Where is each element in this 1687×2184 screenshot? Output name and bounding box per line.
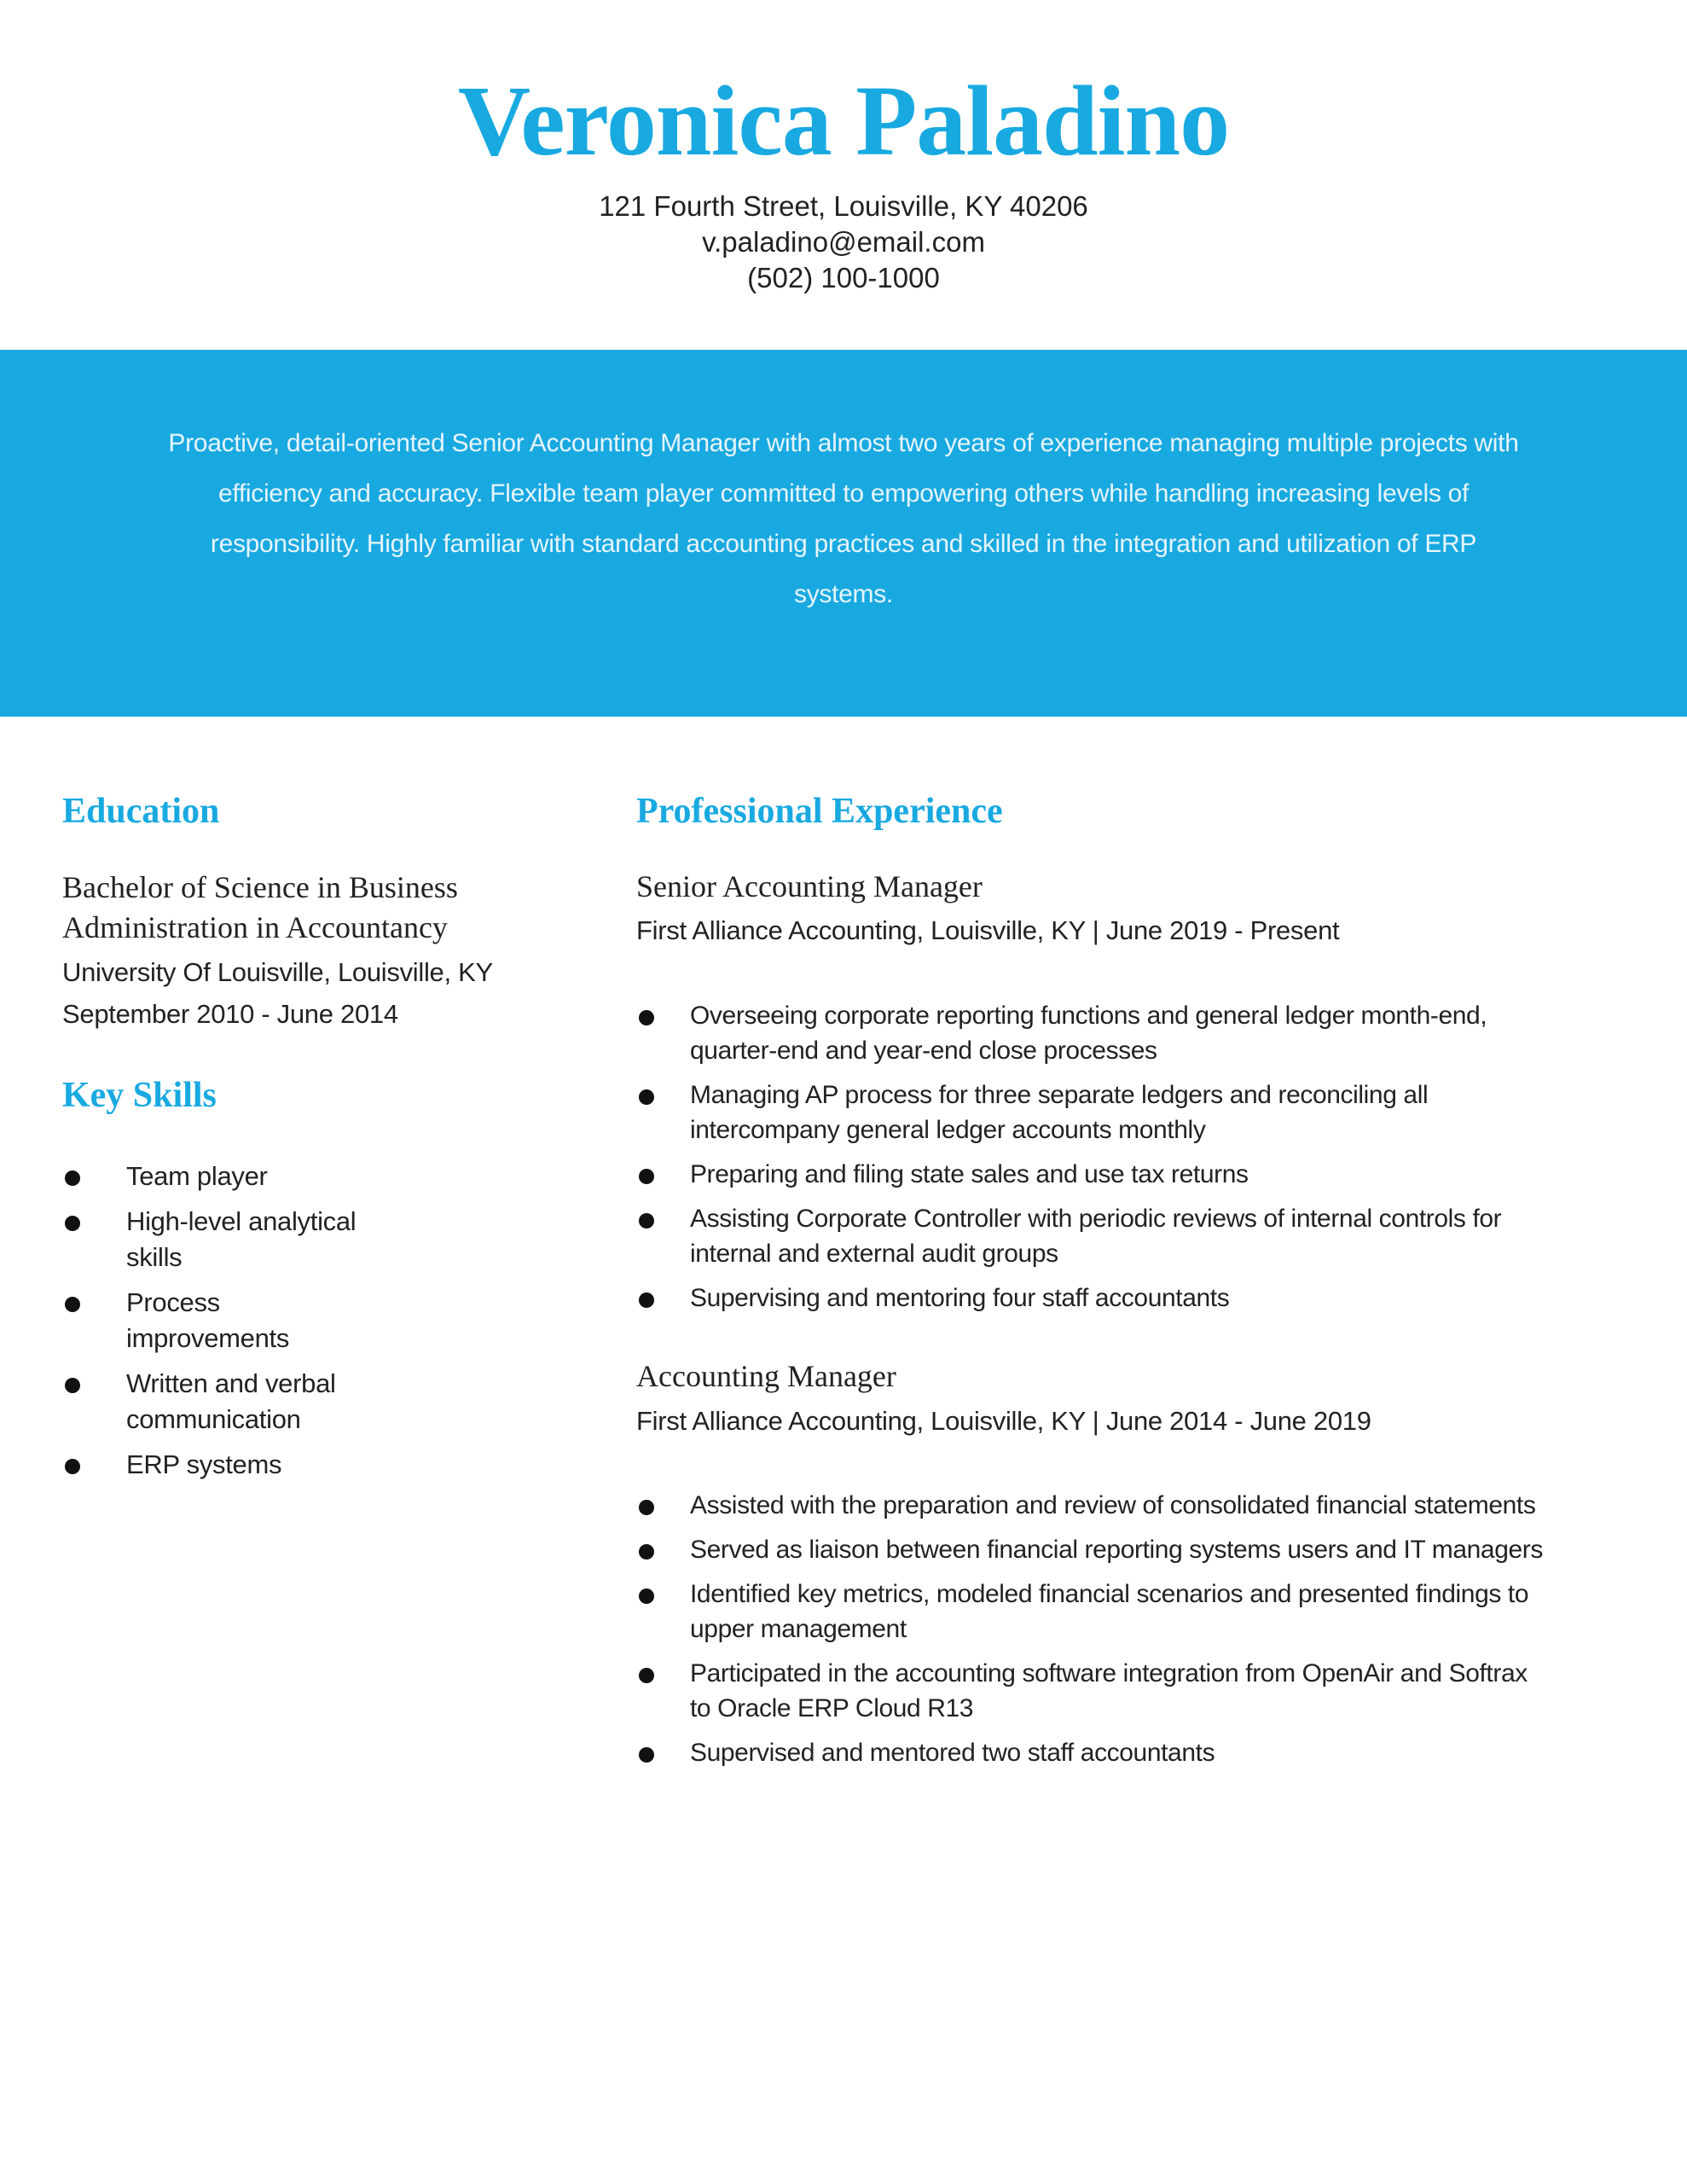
bullet-icon: [639, 1292, 654, 1308]
job-bullets: [639, 998, 1543, 1325]
bullet-text: Participated in the accounting software integration from OpenAir and Softrax to Oracle ERP Cloud R13: [690, 1659, 1528, 1722]
job-title: Senior Accounting Manager: [636, 869, 983, 903]
job-bullet: [639, 1201, 1543, 1271]
bullet-icon: [639, 1213, 654, 1228]
skills-list: [65, 1159, 382, 1492]
bullet-icon: [639, 1747, 654, 1763]
candidate-name: Veronica Paladino: [457, 65, 1230, 177]
job-title: Accounting Manager: [636, 1359, 896, 1393]
experience-heading: Professional Experience: [636, 792, 1003, 831]
address: 121 Fourth Street, Louisville, KY 40206: [599, 190, 1088, 222]
bullet-text: Identified key metrics, modeled financial scenarios and presented findings to upper management: [690, 1580, 1529, 1643]
bullet-icon: [639, 1089, 654, 1105]
bullet-icon: [65, 1459, 80, 1474]
job-meta: First Alliance Accounting, Louisville, KY | June 2019 - Present: [636, 915, 1340, 945]
job-bullet: [639, 1735, 1543, 1770]
skill-text: High-level analytical skills: [126, 1206, 357, 1272]
phone: (502) 100-1000: [747, 262, 940, 293]
job-bullet: [639, 1532, 1543, 1567]
bullet-icon: [639, 1589, 654, 1604]
bullet-icon: [65, 1216, 80, 1231]
education-dates: September 2010 - June 2014: [62, 999, 398, 1029]
job-bullet: [639, 1281, 1543, 1316]
job-bullet: [639, 1077, 1543, 1147]
bullet-icon: [65, 1170, 80, 1186]
bullet-text: Assisting Corporate Controller with periodic reviews of internal controls for internal and external audit groups: [690, 1205, 1502, 1268]
bullet-icon: [639, 1500, 654, 1515]
skill-item: [65, 1159, 382, 1194]
bullet-icon: [65, 1297, 80, 1312]
email: v.paladino@email.com: [702, 226, 985, 258]
job-bullet: [639, 1577, 1543, 1647]
bullet-text: Supervising and mentoring four staff accountants: [690, 1284, 1230, 1312]
job-bullet: [639, 1656, 1543, 1726]
bullet-icon: [639, 1668, 654, 1683]
skill-item: [65, 1285, 382, 1356]
skill-item: [65, 1204, 382, 1275]
degree-line-1: Bachelor of Science in Business: [62, 870, 458, 904]
bullet-text: Overseeing corporate reporting functions and general ledger month-end, quarter-end and year-end close processes: [690, 1002, 1487, 1065]
skill-text: Written and verbal communication: [126, 1368, 336, 1434]
job-bullet: [639, 1488, 1543, 1523]
bullet-text: Managing AP process for three separate ledgers and reconciling all intercompany general ledger accounts monthly: [690, 1081, 1429, 1144]
skill-text: ERP systems: [126, 1449, 282, 1479]
bullet-text: Assisted with the preparation and review of consolidated financial statements: [690, 1491, 1536, 1519]
skill-item: [65, 1366, 382, 1438]
education-heading: Education: [62, 792, 220, 831]
bullet-icon: [65, 1378, 80, 1393]
degree-line-2: Administration in Accountancy: [62, 910, 448, 944]
school: University Of Louisville, Louisville, KY: [62, 957, 493, 987]
key-skills-heading: Key Skills: [62, 1076, 217, 1115]
bullet-icon: [639, 1010, 654, 1025]
skill-item: [65, 1447, 382, 1483]
bullet-icon: [639, 1544, 654, 1560]
bullet-text: Preparing and filing state sales and use tax returns: [690, 1160, 1249, 1188]
skill-text: Process improvements: [126, 1287, 290, 1353]
job-meta: First Alliance Accounting, Louisville, KY | June 2014 - June 2019: [636, 1406, 1371, 1436]
job-bullet: [639, 1157, 1543, 1192]
bullet-icon: [639, 1169, 654, 1184]
skill-text: Team player: [126, 1161, 268, 1191]
summary-text: Proactive, detail-oriented Senior Accounting Manager with almost two years of experience managing multiple projects with efficiency and accuracy. Flexible team player committed to empowering others while handling increasing levels of responsibility. Highly familiar with standard accounting practices and skilled in the integration and utilization of ERP systems.: [168, 429, 1519, 608]
job-bullets: [639, 1488, 1543, 1780]
bullet-text: Supervised and mentored two staff accountants: [690, 1739, 1215, 1767]
bullet-text: Served as liaison between financial reporting systems users and IT managers: [690, 1536, 1543, 1564]
job-bullet: [639, 998, 1543, 1068]
